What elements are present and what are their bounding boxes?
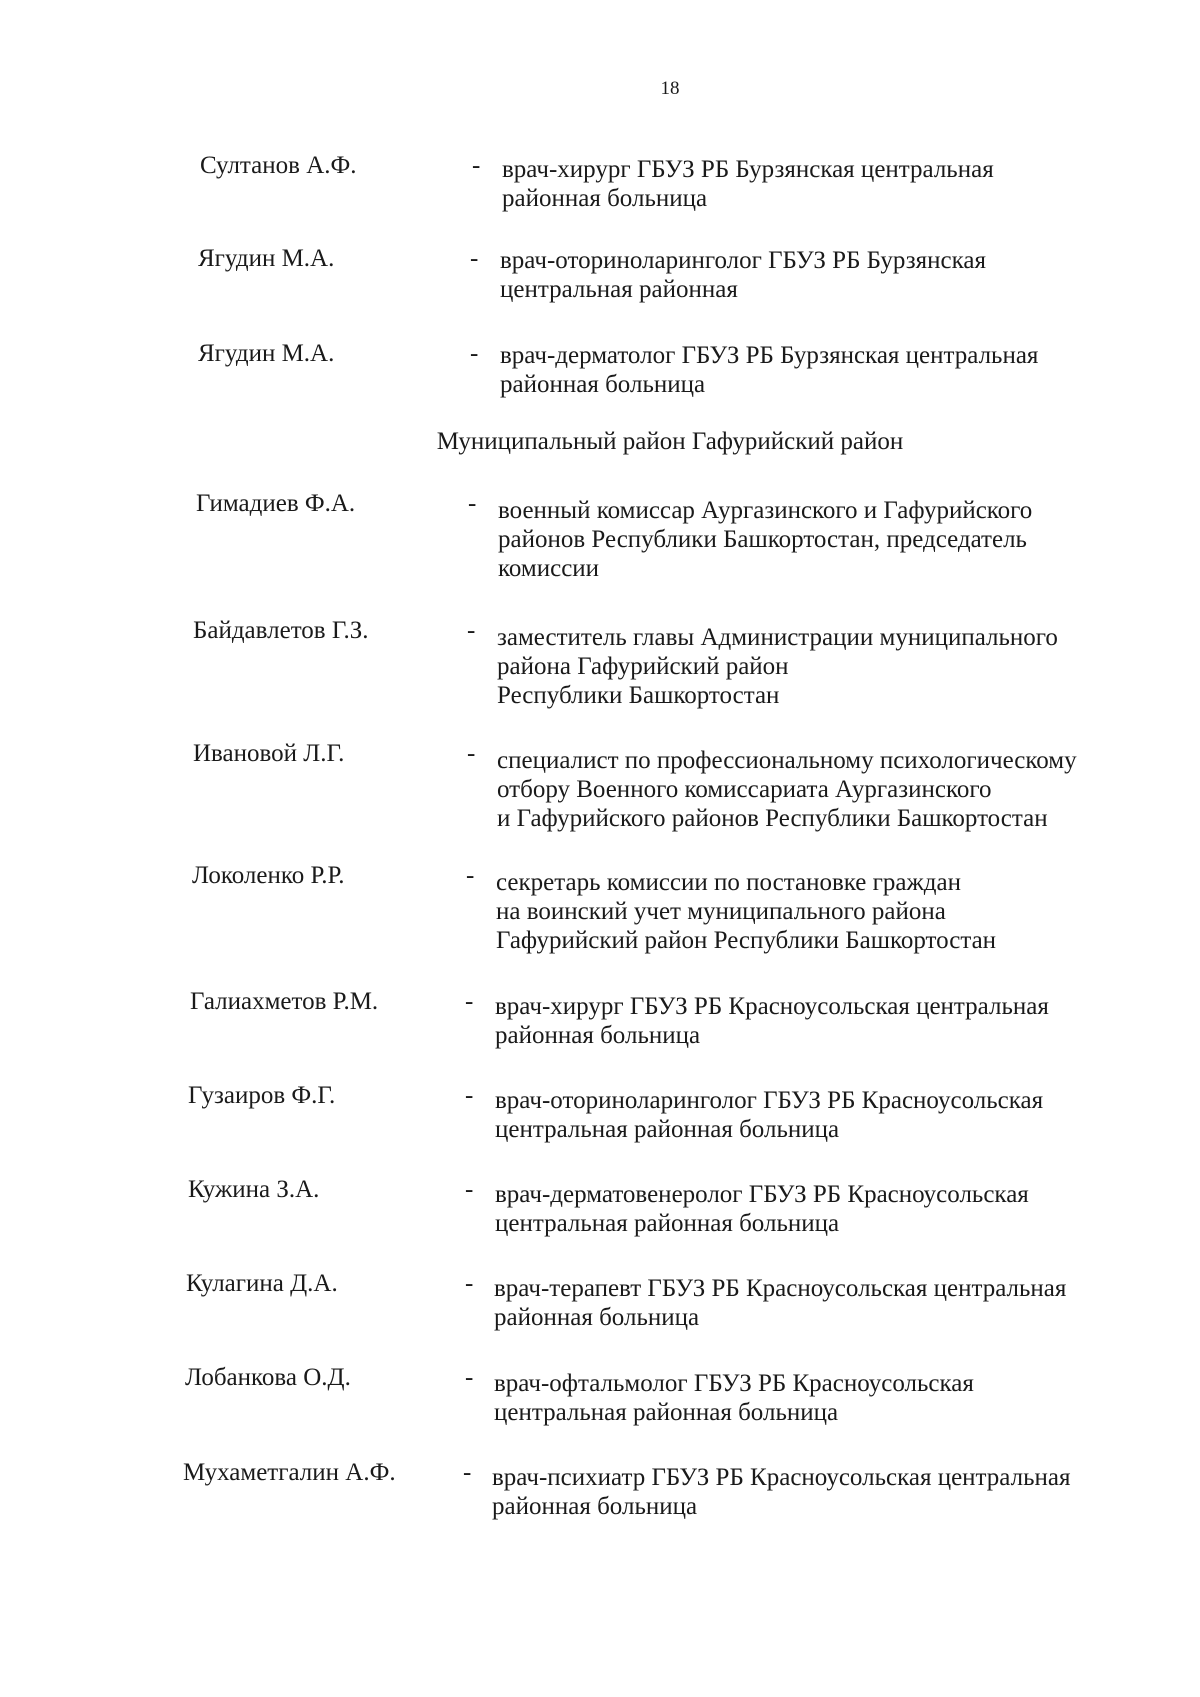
position-description <box>497 746 1077 833</box>
dash: - <box>465 1082 474 1109</box>
description-line: врач-дерматолог ГБУЗ РБ Бурзянская центральная <box>500 342 1039 369</box>
position-description <box>495 1180 1029 1238</box>
description-line: врач-хирург ГБУЗ РБ Красноусольская центральная <box>495 993 1049 1020</box>
position-description <box>494 1274 1066 1332</box>
description-line: врач-хирург ГБУЗ РБ Бурзянская центральная <box>502 156 994 183</box>
description-line: центральная районная больница <box>494 1399 839 1426</box>
person-name: Байдавлетов Г.З. <box>193 617 369 644</box>
person-name: Гузаиров Ф.Г. <box>188 1082 336 1109</box>
dash: - <box>463 1459 472 1486</box>
person-name: Кулагина Д.А. <box>186 1270 338 1297</box>
description-line: заместитель главы Администрации муниципального <box>497 624 1058 651</box>
person-name: Галиахметов Р.М. <box>190 988 379 1015</box>
description-line: Республики Башкортостан <box>497 682 780 709</box>
description-line: комиссии <box>498 555 600 582</box>
person-name: Ягудин М.А. <box>198 245 335 272</box>
description-line: врач-дерматовенеролог ГБУЗ РБ Красноусольская <box>495 1181 1029 1208</box>
description-line: районная больница <box>492 1493 698 1520</box>
description-line: районная больница <box>495 1022 701 1049</box>
description-line: центральная районная больница <box>495 1210 840 1237</box>
dash: - <box>465 988 474 1015</box>
description-line: врач-офтальмолог ГБУЗ РБ Красноусольская <box>494 1370 974 1397</box>
dash: - <box>465 1270 474 1297</box>
dash: - <box>470 340 479 367</box>
description-line: военный комиссар Аургазинского и Гафурийского <box>498 497 1033 524</box>
person-name: Ивановой Л.Г. <box>193 740 345 767</box>
dash: - <box>466 862 475 889</box>
description-line: на воинский учет муниципального района <box>496 898 946 925</box>
description-line: врач-психиатр ГБУЗ РБ Красноусольская центральная <box>492 1464 1071 1491</box>
description-line: районная больница <box>494 1304 700 1331</box>
description-line: районов Республики Башкортостан, председатель <box>498 526 1027 553</box>
description-line: центральная районная больница <box>495 1116 840 1143</box>
page-number: 18 <box>660 78 680 99</box>
position-description <box>495 992 1049 1050</box>
dash: - <box>465 1364 474 1391</box>
position-description <box>502 155 994 213</box>
dash: - <box>468 490 477 517</box>
dash: - <box>470 245 479 272</box>
description-line: районная больница <box>502 185 708 212</box>
description-line: районная больница <box>500 371 706 398</box>
section-heading: Муниципальный район Гафурийский район <box>436 428 904 455</box>
position-description <box>497 623 1058 710</box>
description-line: Гафурийский район Республики Башкортостан <box>496 927 997 954</box>
person-name: Гимадиев Ф.А. <box>196 490 356 517</box>
description-line: специалист по профессиональному психологическому <box>497 747 1077 774</box>
position-description <box>496 868 996 955</box>
person-name: Локоленко Р.Р. <box>192 862 345 889</box>
description-line: врач-оториноларинголог ГБУЗ РБ Бурзянская <box>500 247 986 274</box>
description-line: отбору Военного комиссариата Аургазинского <box>497 776 992 803</box>
dash: - <box>472 152 481 179</box>
description-line: врач-терапевт ГБУЗ РБ Красноусольская центральная <box>494 1275 1067 1302</box>
description-line: и Гафурийского районов Республики Башкортостан <box>497 805 1048 832</box>
person-name: Лобанкова О.Д. <box>185 1364 351 1391</box>
position-description <box>500 246 986 304</box>
position-description <box>495 1086 1043 1144</box>
description-line: центральная районная <box>500 276 738 303</box>
description-line: врач-оториноларинголог ГБУЗ РБ Красноусольская <box>495 1087 1044 1114</box>
dash: - <box>467 617 476 644</box>
position-description <box>492 1463 1070 1521</box>
dash: - <box>465 1176 474 1203</box>
person-name: Мухаметгалин А.Ф. <box>183 1459 396 1486</box>
person-name: Султанов А.Ф. <box>200 152 357 179</box>
person-name: Ягудин М.А. <box>198 340 335 367</box>
position-description <box>500 341 1038 399</box>
position-description <box>498 496 1032 583</box>
description-line: района Гафурийский район <box>497 653 789 680</box>
dash: - <box>467 740 476 767</box>
position-description <box>494 1369 974 1427</box>
description-line: секретарь комиссии по постановке граждан <box>496 869 961 896</box>
person-name: Кужина З.А. <box>188 1176 320 1203</box>
